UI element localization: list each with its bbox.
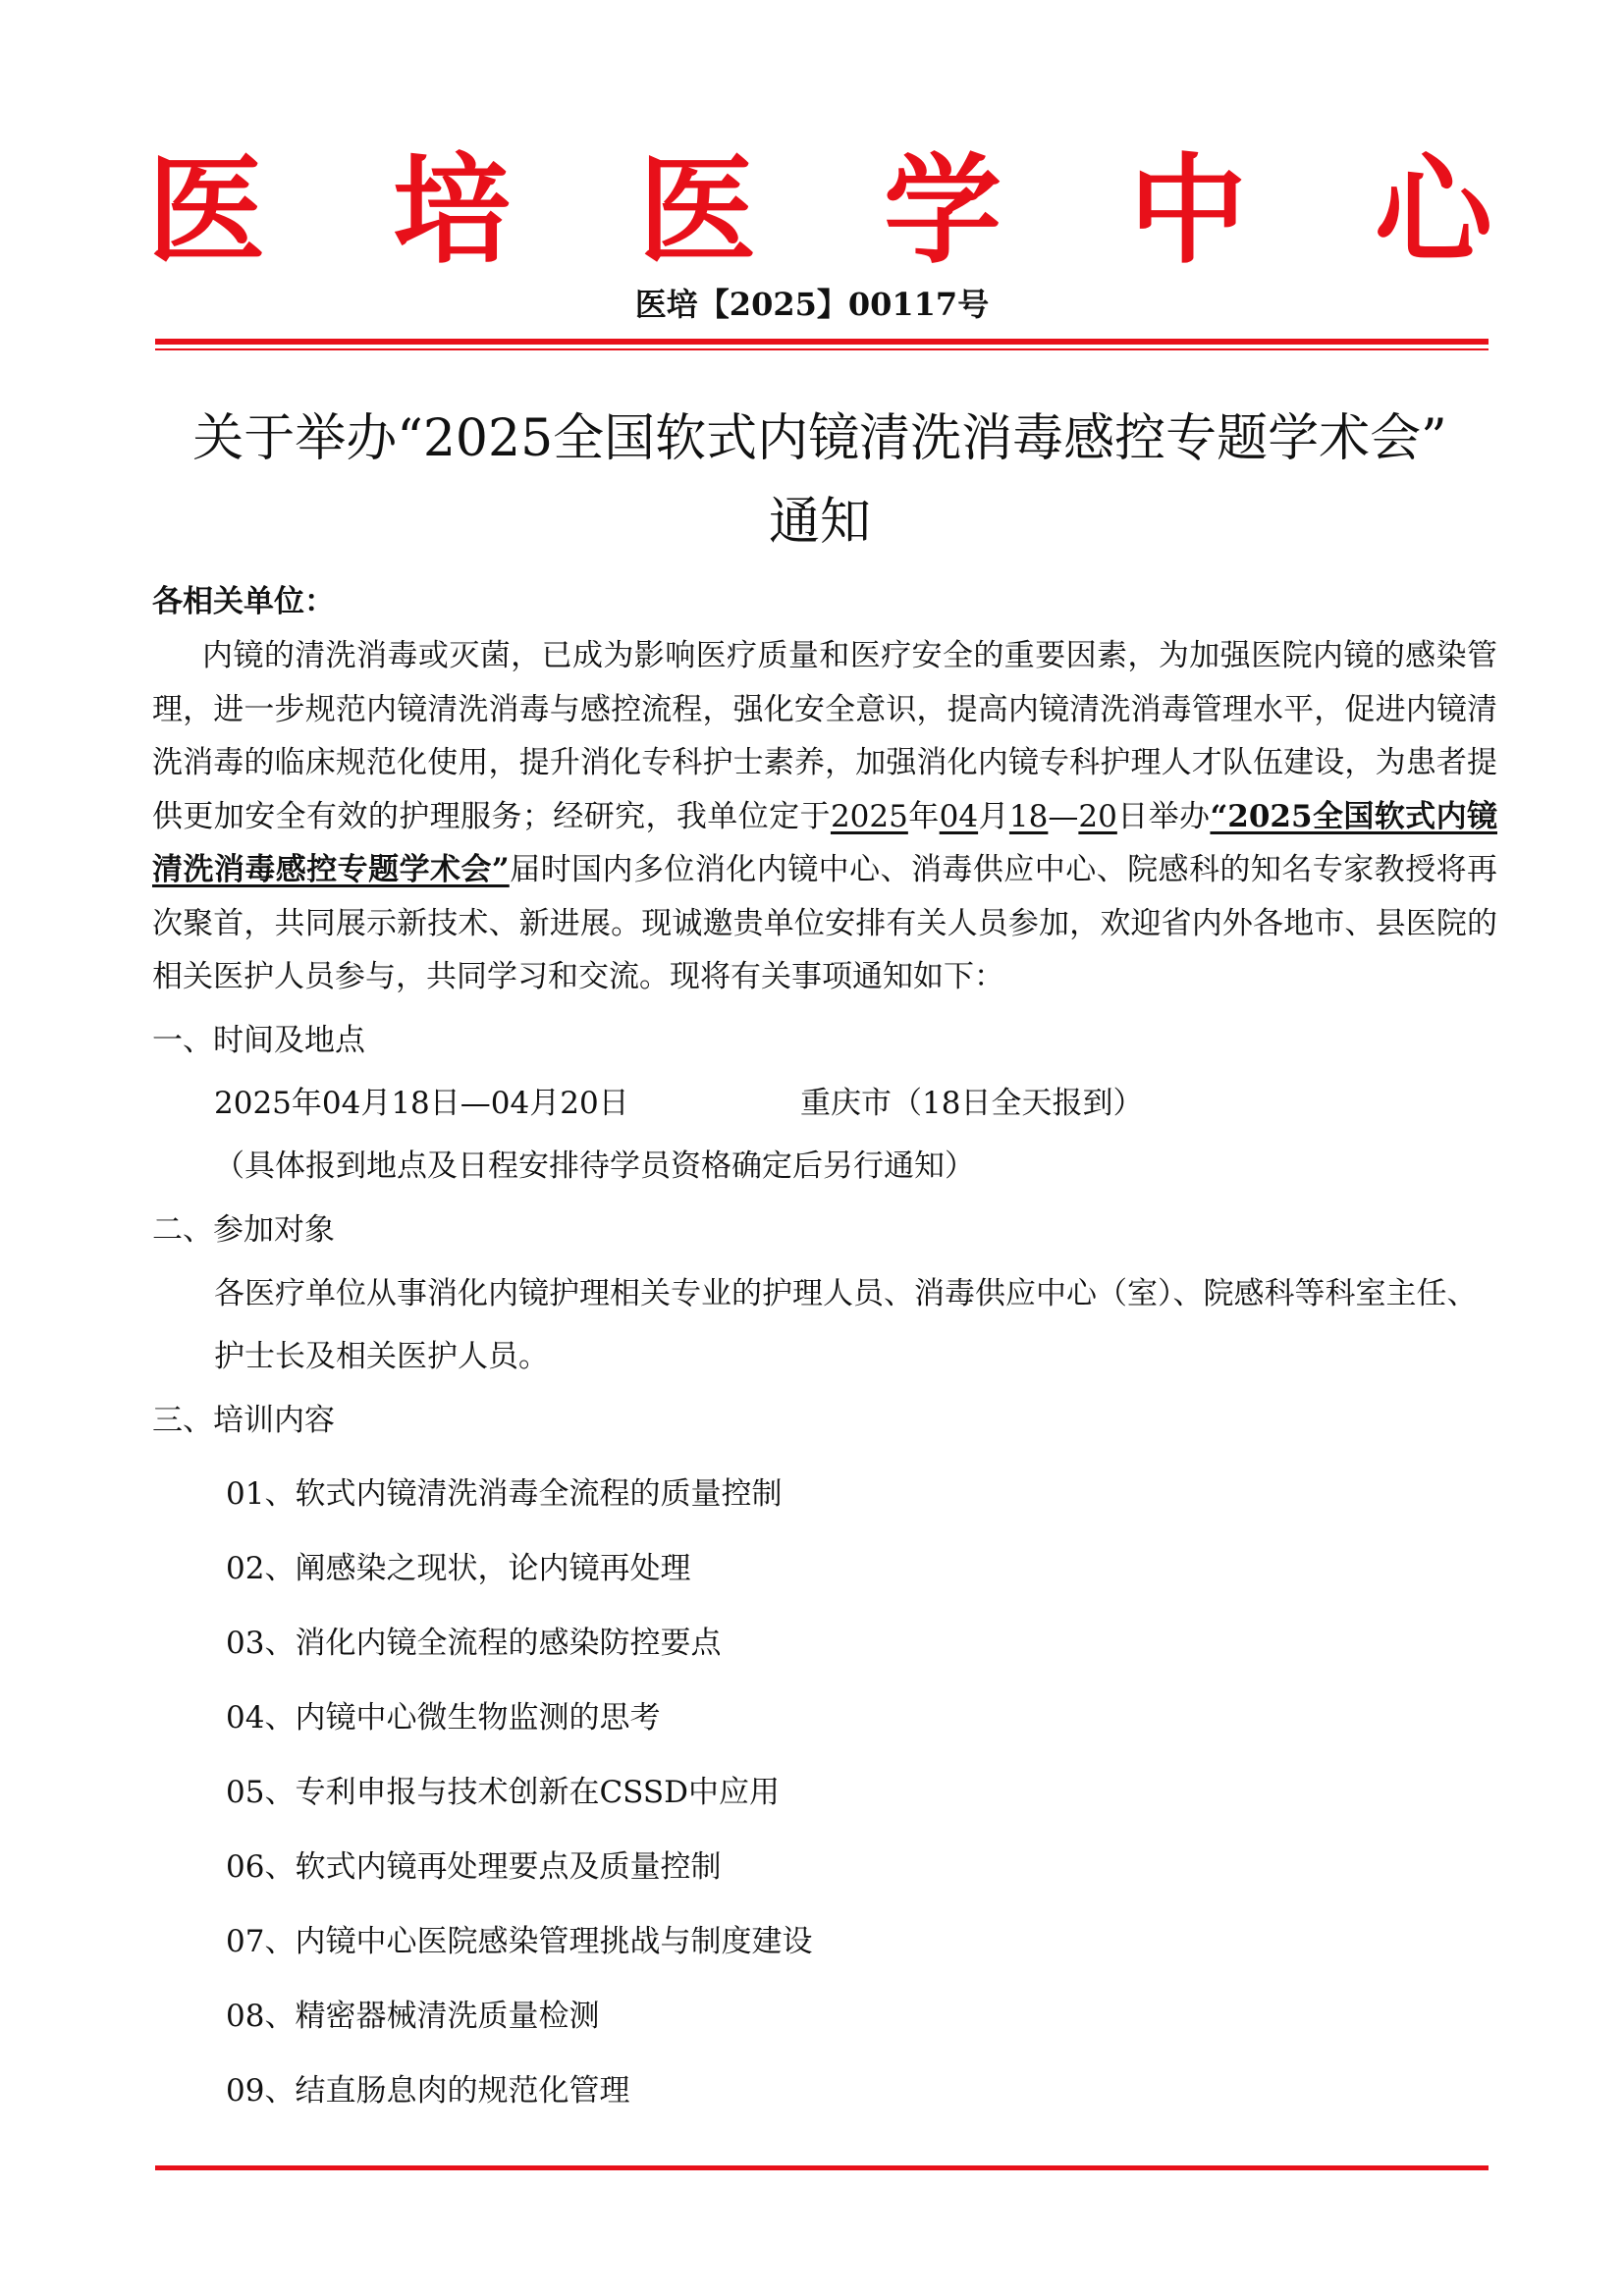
schedule-note: （具体报到地点及日程安排待学员资格确定后另行通知） [214, 1148, 975, 1184]
list-item: 06、软式内镜再处理要点及质量控制 [226, 1849, 722, 1885]
event-name: “2025全国软式内镜清洗消毒感控专题学术会” [152, 798, 1497, 887]
footer-divider [155, 2165, 1489, 2170]
day-unit: 日举办 [1116, 798, 1211, 834]
notice-title-line2: 通知 [768, 493, 871, 552]
notice-title-line1: 关于举办“2025全国软式内镜清洗消毒感控专题学术会” [192, 409, 1447, 468]
event-year: 2025 [830, 798, 908, 834]
list-item: 07、内镜中心医院感染管理挑战与制度建设 [226, 1924, 813, 1959]
list-item: 03、消化内镜全流程的感染防控要点 [226, 1626, 722, 1661]
letterhead-char: 培 [393, 141, 511, 280]
event-month: 04 [939, 798, 979, 834]
year-unit: 年 [907, 798, 940, 834]
date-dash: — [1048, 798, 1079, 834]
list-item: 01、软式内镜清洗消毒全流程的质量控制 [226, 1476, 783, 1512]
month-unit: 月 [978, 798, 1009, 834]
event-place: 重庆市（18日全天报到） [800, 1086, 1144, 1121]
intro-text-part1: 内镜的清洗消毒或灭菌，已成为影响医疗质量和医疗安全的重要因素，为加强医院内镜的感染管理，进一步规范内镜清洗消毒与感控流程，强化安全意识，提高内镜清洗消毒管理水平，促进内镜清洗消毒的临床规范化使用，提升消化专科护士素养，加强消化内镜专科护理人才队伍建设，为患者提供更加安全有效的护理服务；经研究，我单位定于 [152, 638, 1497, 834]
salutation: 各相关单位： [152, 584, 335, 619]
section-heading-participants: 二、参加对象 [152, 1212, 335, 1248]
header-divider-thick [155, 339, 1489, 345]
participants-line1: 各医疗单位从事消化内镜护理相关专业的护理人员、消毒供应中心（室）、院感科等科室主任、 [214, 1276, 1478, 1311]
intro-text-part2: 届时国内多位消化内镜中心、消毒供应中心、院感科的知名专家教授将再次聚首，共同展示新技术、新进展。现诚邀贵单位安排有关人员参加，欢迎省内外各地市、县医院的相关医护人员参与，共同学习和交流。现将有关事项通知如下： [152, 852, 1497, 994]
list-item: 04、内镜中心微生物监测的思考 [226, 1700, 661, 1735]
letterhead-char: 学 [884, 141, 1001, 280]
section-heading-time-place: 一、时间及地点 [152, 1023, 365, 1058]
intro-paragraph [152, 629, 1497, 1004]
header-divider-thin [155, 348, 1489, 350]
document-number: 医培【2025】00117号 [634, 286, 990, 323]
list-item: 05、专利申报与技术创新在CSSD中应用 [226, 1775, 780, 1810]
list-item: 09、结直肠息肉的规范化管理 [226, 2073, 630, 2109]
list-item: 08、精密器械清洗质量检测 [226, 1999, 600, 2034]
event-day-end: 20 [1078, 798, 1117, 834]
letterhead-char: 医 [147, 141, 265, 280]
letterhead-char: 心 [1375, 141, 1492, 280]
event-date: 2025年04月18日—04月20日 [214, 1086, 629, 1121]
section-heading-training: 三、培训内容 [152, 1403, 335, 1438]
letterhead-title [147, 141, 1492, 280]
event-day-start: 18 [1008, 798, 1049, 834]
list-item: 02、阐感染之现状，论内镜再处理 [226, 1551, 691, 1586]
participants-line2: 护士长及相关医护人员。 [214, 1339, 549, 1374]
letterhead-char: 中 [1129, 141, 1247, 280]
letterhead-char: 医 [638, 141, 756, 280]
